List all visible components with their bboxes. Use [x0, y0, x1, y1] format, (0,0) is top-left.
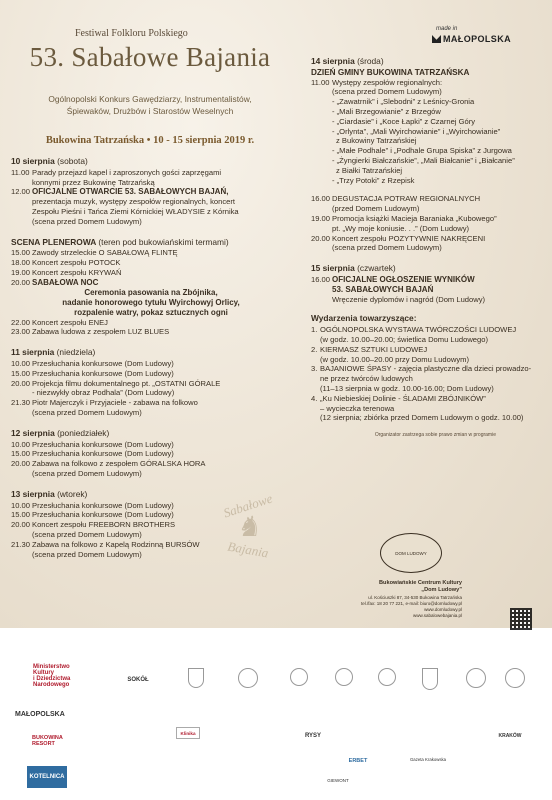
malopolska-icon	[432, 35, 441, 43]
malopolska-text: MAŁOPOLSKA	[443, 34, 511, 44]
event-text: Zawody strzeleckie O SABAŁOWĄ FLINTĘ	[32, 248, 178, 258]
scene-heading	[11, 238, 291, 248]
emblem-text: Sabałowe	[221, 490, 275, 521]
logo-text: Ministerstwo	[33, 664, 70, 670]
day-heading	[311, 57, 536, 67]
address-line: ul. Kościuszki 87, 34-530 Bukowina Tatrzańska	[368, 595, 462, 600]
side-event	[311, 345, 536, 365]
made-in-label: made in	[436, 26, 458, 32]
event-time: 19.00	[11, 267, 31, 277]
coat-of-arms-icon	[188, 668, 204, 688]
logo-text: DOM LUDOWY	[395, 550, 427, 556]
day-date: 15 sierpnia	[311, 263, 355, 274]
event-row	[11, 318, 291, 328]
event-text: Występy zespołów regionalnych:	[332, 77, 443, 87]
group-item: - „Żyngierki Białczańskie”, „Mali Białcanie” i „Białcanie”	[332, 155, 515, 165]
side-event-number: 2.	[311, 344, 318, 354]
festival-dates: Bukowina Tatrzańska • 10 - 15 sierpnia 2019 r.	[45, 135, 255, 146]
subtitle	[30, 93, 270, 117]
event-row	[11, 459, 291, 479]
event-row	[11, 278, 291, 288]
side-event-text: (12 sierpnia; zbiórka przed Domem Ludowym o godz. 10.00)	[320, 413, 524, 423]
day-weekday: (wtorek)	[57, 488, 88, 499]
event-text: Promocja książki Macieja Baraniaka „Kubowego”	[332, 213, 497, 223]
event-row	[11, 187, 291, 226]
event-time: 15.00	[11, 510, 31, 520]
group-list	[311, 97, 536, 185]
event-time: 15.00	[11, 368, 31, 378]
side-event-text: – wycieczka terenowa	[320, 403, 395, 413]
logo-text: Narodowego	[33, 682, 70, 688]
event-text: (scena przed Domem Ludowym)	[32, 216, 142, 226]
side-event-number: 1.	[311, 325, 318, 335]
address-line: tel./fax: 18 20 77 221, e-mail: biuro@domludowy.pl	[360, 601, 462, 606]
side-event-number: 4.	[311, 393, 318, 403]
day-date: 14 sierpnia	[311, 56, 355, 66]
page-title: 53. Sabałowe Bajania	[29, 42, 271, 72]
event-text: - niezwykły obraz Podhala” (Dom Ludowy)	[32, 388, 175, 398]
event-time: 20.00	[11, 277, 31, 287]
malopolska-logo	[432, 34, 511, 44]
event-time: 15.00	[11, 449, 31, 459]
dom-ludowy-logo	[380, 533, 442, 573]
day-theme: DZIEŃ GMINY BUKOWINA TATRZAŃSKA	[311, 67, 470, 77]
event-row	[11, 359, 291, 369]
organizer-name-line: „Dom Ludowy”	[421, 587, 462, 593]
kotelnica-logo: KOTELNICA	[27, 766, 67, 788]
event-title: SABAŁOWA NOC	[32, 277, 99, 287]
ministry-logo	[33, 664, 70, 688]
day-heading	[11, 157, 291, 167]
side-event-text: ne przez twórców ludowych	[320, 374, 413, 384]
crest-icon	[290, 668, 308, 686]
day-weekday: (niedziela)	[56, 347, 96, 358]
subtitle-line: Śpiewaków, Drużbów i Starostów Weselnych	[66, 106, 234, 116]
event-text: Zabawa na folkowo z Kapelą Rodzinną BURSÓW	[32, 539, 200, 549]
event-title: OFICJALNE OTWARCIE 53. SABAŁOWYCH BAJAŃ,	[32, 187, 229, 197]
logo-text: RESORT	[32, 741, 55, 747]
event-text: Piotr Majerczyk i Przyjaciele - zabawa na folkowo	[32, 398, 198, 408]
event-time: 20.00	[11, 520, 31, 530]
event-row	[311, 214, 536, 234]
group-item: - „Mali Brzegowianie” z Brzegów	[332, 106, 441, 116]
day-date: 13 sierpnia	[11, 488, 55, 499]
event-row	[11, 369, 291, 379]
event-text: (scena przed Domem Ludowym)	[32, 468, 142, 478]
event-text: Koncert zespołu POZYTYWNIE NAKRĘCENI	[332, 233, 486, 243]
event-text: rozpalenie watry, pokaz sztucznych ogni	[74, 307, 228, 317]
radio-krakow-logo: KRAKÓW	[498, 733, 522, 739]
event-text: nadanie honorowego tytułu Wyirchowyj Orlicy,	[62, 297, 240, 307]
crest-icon	[238, 668, 258, 688]
group-item: z Bukowiny Tatrzańskiej	[336, 136, 417, 146]
event-row	[11, 268, 291, 278]
event-time: 10.00	[11, 500, 31, 510]
schedule-right	[311, 57, 536, 441]
event-title: 53. SABAŁOWYCH BAJAŃ	[332, 284, 434, 294]
sponsors-area	[0, 628, 552, 800]
event-time: 11.00	[11, 167, 30, 177]
day-date: 11 sierpnia	[11, 347, 55, 358]
website-link[interactable]: www.domludowy.pl	[424, 607, 462, 612]
event-time: 23.00	[11, 327, 31, 337]
organizer-name-line: Bukowiańskie Centrum Kultury	[379, 580, 462, 586]
day-heading	[11, 429, 291, 439]
event-row	[11, 440, 291, 450]
event-text: Koncert zespołu ENEJ	[32, 317, 108, 327]
crest-icon	[466, 668, 486, 688]
day-weekday: (czwartek)	[357, 263, 396, 274]
side-event-number: 3.	[311, 364, 318, 374]
event-row	[11, 258, 291, 268]
event-text: Przesłuchania konkursowe (Dom Ludowy)	[32, 510, 174, 520]
day-heading	[11, 348, 291, 358]
event-text: Zabawa na folkowo z zespołem GÓRALSKA HORA	[32, 459, 206, 469]
event-text: Przesłuchania konkursowe (Dom Ludowy)	[32, 500, 174, 510]
event-text: Parady przejazd kapel i zaproszonych gości zaprzęgami	[32, 167, 222, 177]
event-text: Przesłuchania konkursowe (Dom Ludowy)	[32, 368, 174, 378]
group-item: - „Orlynta”, „Mali Wyirchowianie” i „Wyirchowianie”	[332, 126, 501, 136]
event-time: 10.00	[11, 358, 31, 368]
giewont-logo: GIEWONT	[327, 777, 349, 783]
event-text: DEGUSTACJA POTRAW REGIONALNYCH	[332, 194, 481, 204]
event-text: pt. „Wy moje koniusie. . .” (Dom Ludowy)	[332, 223, 470, 233]
event-time: 20.00	[11, 378, 31, 388]
organizer-address	[340, 595, 462, 619]
event-time: 16.00	[311, 274, 331, 284]
event-text: (przed Domem Ludowym)	[332, 204, 420, 214]
event-row	[11, 379, 291, 399]
event-text: Koncert zespołu FREEBORN BROTHERS	[32, 520, 176, 530]
event-time: 20.00	[11, 459, 31, 469]
event-text: (scena przed Domem Ludowym)	[32, 407, 142, 417]
event-text: Wręczenie dyplomów i nagród (Dom Ludowy)	[332, 294, 486, 304]
event-text: (scena przed Domem Ludowym)	[32, 529, 142, 539]
event-text: Koncert zespołu POTOCK	[32, 258, 121, 268]
event-time: 12.00	[11, 187, 31, 197]
side-event	[311, 364, 536, 393]
day-weekday: (poniedziałek)	[57, 427, 110, 438]
day-weekday: (środa)	[357, 56, 384, 66]
emblem-text: Bajania	[226, 538, 270, 561]
logo-text: Kultury	[33, 670, 54, 676]
event-text: Koncert zespołu KRYWAŃ	[32, 267, 122, 277]
day-heading	[311, 264, 536, 274]
event-time: 21.30	[11, 398, 31, 408]
event-text: prezentacja muzyk, występy zespołów regionalnych, koncert	[32, 197, 236, 207]
side-event-text: KIERMASZ SZTUKI LUDOWEJ	[320, 344, 428, 354]
logo-text: i Dziedzictwa	[33, 676, 71, 682]
event-row	[311, 234, 536, 254]
event-time: 18.00	[11, 258, 31, 268]
disclaimer-note: Organizator zastrzega sobie prawo zmian w programie	[374, 432, 496, 439]
event-row	[11, 248, 291, 258]
festival-label: Festiwal Folkloru Polskiego	[75, 28, 188, 39]
group-item: - „Zawatrnik” i „Slebodni” z Leśnicy-Gronia	[332, 97, 475, 107]
event-row	[11, 398, 291, 418]
event-text: (scena przed Domem Ludowym)	[332, 87, 442, 97]
side-events-title: Wydarzenia towarzyszące:	[311, 313, 417, 324]
klinika-logo: Klinika	[176, 727, 200, 739]
event-text: konnymi przez Bukowinę Tatrzańską	[32, 177, 155, 187]
group-item: - „Małe Podhale” i „Podhale Grupa Spiska” z Jurgowa	[332, 146, 512, 156]
event-time: 11.00	[311, 77, 330, 87]
day-date: 10 sierpnia	[11, 156, 55, 166]
side-event-text: (11–13 sierpnia w godz. 10.00-16.00; Dom Ludowy)	[320, 383, 494, 393]
event-text: Projekcja filmu dokumentalnego pt. „OSTATNI GÓRALE	[32, 378, 221, 388]
emblem-figure-icon: ♞	[235, 512, 261, 543]
event-time: 21.30	[11, 539, 31, 549]
event-text: Zespołu Pieśni i Tańca Ziemi Kórnickiej WŁADYSIE z Kórnika	[32, 206, 239, 216]
event-text: Zabawa ludowa z zespołem LUZ BLUES	[32, 327, 170, 337]
side-event-text: BAJANIOWE ŚPASY - zajęcia plastyczne dla dzieci prowadzo-	[320, 364, 532, 374]
event-text: (scena przed Domem Ludowym)	[32, 549, 142, 559]
event-time: 19.00	[311, 213, 331, 223]
group-item: - „Trzy Potoki” z Rzepisk	[332, 175, 415, 185]
event-time: 15.00	[11, 248, 31, 258]
day-date: 12 sierpnia	[11, 427, 55, 438]
side-event-text: (w godz. 10.00–20.00; świetlica Domu Ludowego)	[320, 334, 489, 344]
website-link[interactable]: www.sabalowebajania.pl	[412, 613, 462, 618]
event-text: Ceremonia pasowania na Zbójnika,	[84, 287, 218, 297]
day-weekday: (sobota)	[57, 156, 88, 166]
subtitle-line: Ogólnopolski Konkurs Gawędziarzy, Instrumentalistów,	[48, 94, 252, 104]
rysy-logo: RYSY	[304, 733, 322, 739]
event-text: Przesłuchania konkursowe (Dom Ludowy)	[32, 449, 174, 459]
event-text: Przesłuchania konkursowe (Dom Ludowy)	[32, 358, 174, 368]
crest-icon	[378, 668, 396, 686]
organizer-name	[352, 580, 462, 594]
side-event	[311, 394, 536, 423]
logo-text: BUKOWINA	[32, 735, 63, 741]
side-event-text: (w godz. 10.00–20.00 przy Domu Ludowym)	[320, 354, 469, 364]
event-time: 10.00	[11, 439, 31, 449]
qr-code-icon	[510, 608, 532, 630]
group-item: z Białki Tatrzańskiej	[336, 165, 403, 175]
event-title: OFICJALNE OGŁOSZENIE WYNIKÓW	[332, 274, 475, 284]
event-row	[311, 275, 536, 304]
side-event-text: OGÓLNOPOLSKA WYSTAWA TWÓRCZOŚCI LUDOWEJ	[320, 325, 517, 335]
sabalowe-bajania-emblem	[210, 488, 286, 576]
event-row	[11, 327, 291, 337]
event-row	[311, 194, 536, 214]
event-row	[11, 449, 291, 459]
side-event-text: „Ku Niebieskiej Dolinie - ŚLADAMI ZBÓJNIKÓW”	[320, 393, 486, 403]
event-row	[311, 78, 536, 98]
gazeta-krakowska-logo: Gazeta Krakowska	[409, 756, 447, 762]
scene-location: (teren pod bukowiańskimi termami)	[98, 236, 229, 247]
event-time: 16.00	[311, 194, 331, 204]
event-time: 20.00	[311, 233, 331, 243]
event-text: Przesłuchania konkursowe (Dom Ludowy)	[32, 439, 174, 449]
coat-of-arms-icon	[422, 668, 438, 690]
crest-icon	[335, 668, 353, 686]
event-text: (scena przed Domem Ludowym)	[332, 243, 442, 253]
group-item: - „Ciardasie” i „Koce Łapki” z Czarnej Góry	[332, 116, 476, 126]
scene-title: SCENA PLENEROWA	[11, 236, 96, 247]
malopolska-sponsor-logo: MAŁOPOLSKA	[15, 711, 65, 718]
crest-icon	[505, 668, 525, 688]
bukowina-resort-logo	[32, 735, 63, 747]
sabalowa-noc-description	[11, 288, 291, 318]
erbet-logo: ERBET	[348, 758, 368, 764]
event-row	[11, 168, 291, 188]
event-time: 22.00	[11, 317, 31, 327]
side-event	[311, 325, 536, 345]
sokol-logo: SOKÓŁ	[127, 677, 149, 683]
